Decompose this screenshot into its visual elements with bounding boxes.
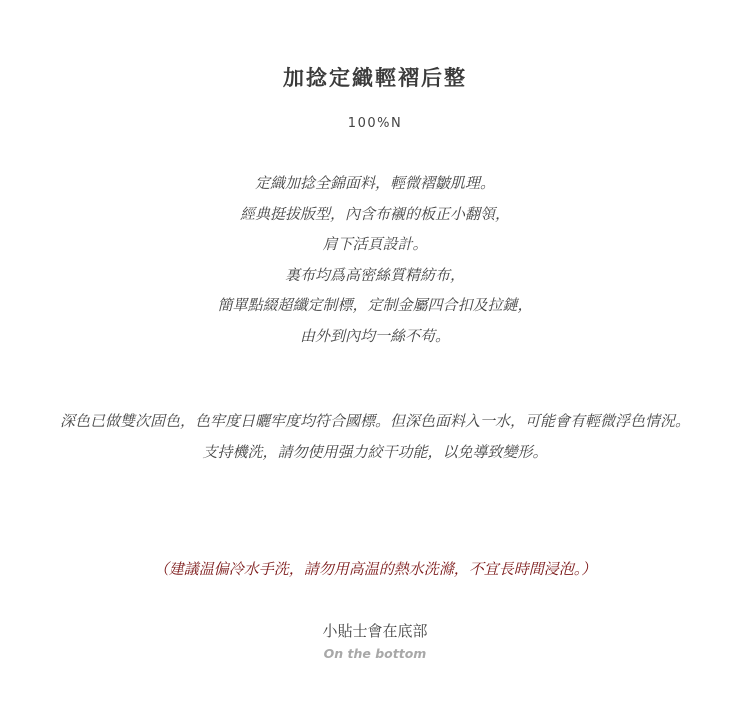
description-line: 簡單點綴超纖定制標，定制金屬四合扣及拉鏈， <box>217 296 533 314</box>
care-block <box>0 406 750 467</box>
wash-note: （建議温偏冷水手洗，請勿用高温的熱水洗滌，不宜長時間浸泡。） <box>153 560 597 578</box>
description-block <box>0 168 750 351</box>
description-line: 裏布均爲高密絲質精紡布， <box>284 265 465 284</box>
description-line: 經典挺拔版型，內含布襯的板正小翻領， <box>239 204 510 223</box>
description-line: 由外到內均一絲不苟。 <box>299 326 450 345</box>
care-line: 深色已做雙次固色，色牢度日曬牢度均符合國標。但深色面料入一水，可能會有輕微浮色情況。 <box>59 412 690 430</box>
fabric-composition: 100%N <box>347 116 403 131</box>
care-line: 支持機洗，請勿使用强力絞干功能，以免導致變形。 <box>202 442 548 461</box>
tips-subheading: On the bottom <box>323 646 427 661</box>
description-line: 定織加捻全錦面料，輕微褶皺肌理。 <box>254 174 495 192</box>
description-line: 肩下活頁設計。 <box>322 235 428 253</box>
tips-heading: 小貼士會在底部 <box>322 622 428 640</box>
page-title: 加捻定織輕褶后整 <box>283 65 467 90</box>
